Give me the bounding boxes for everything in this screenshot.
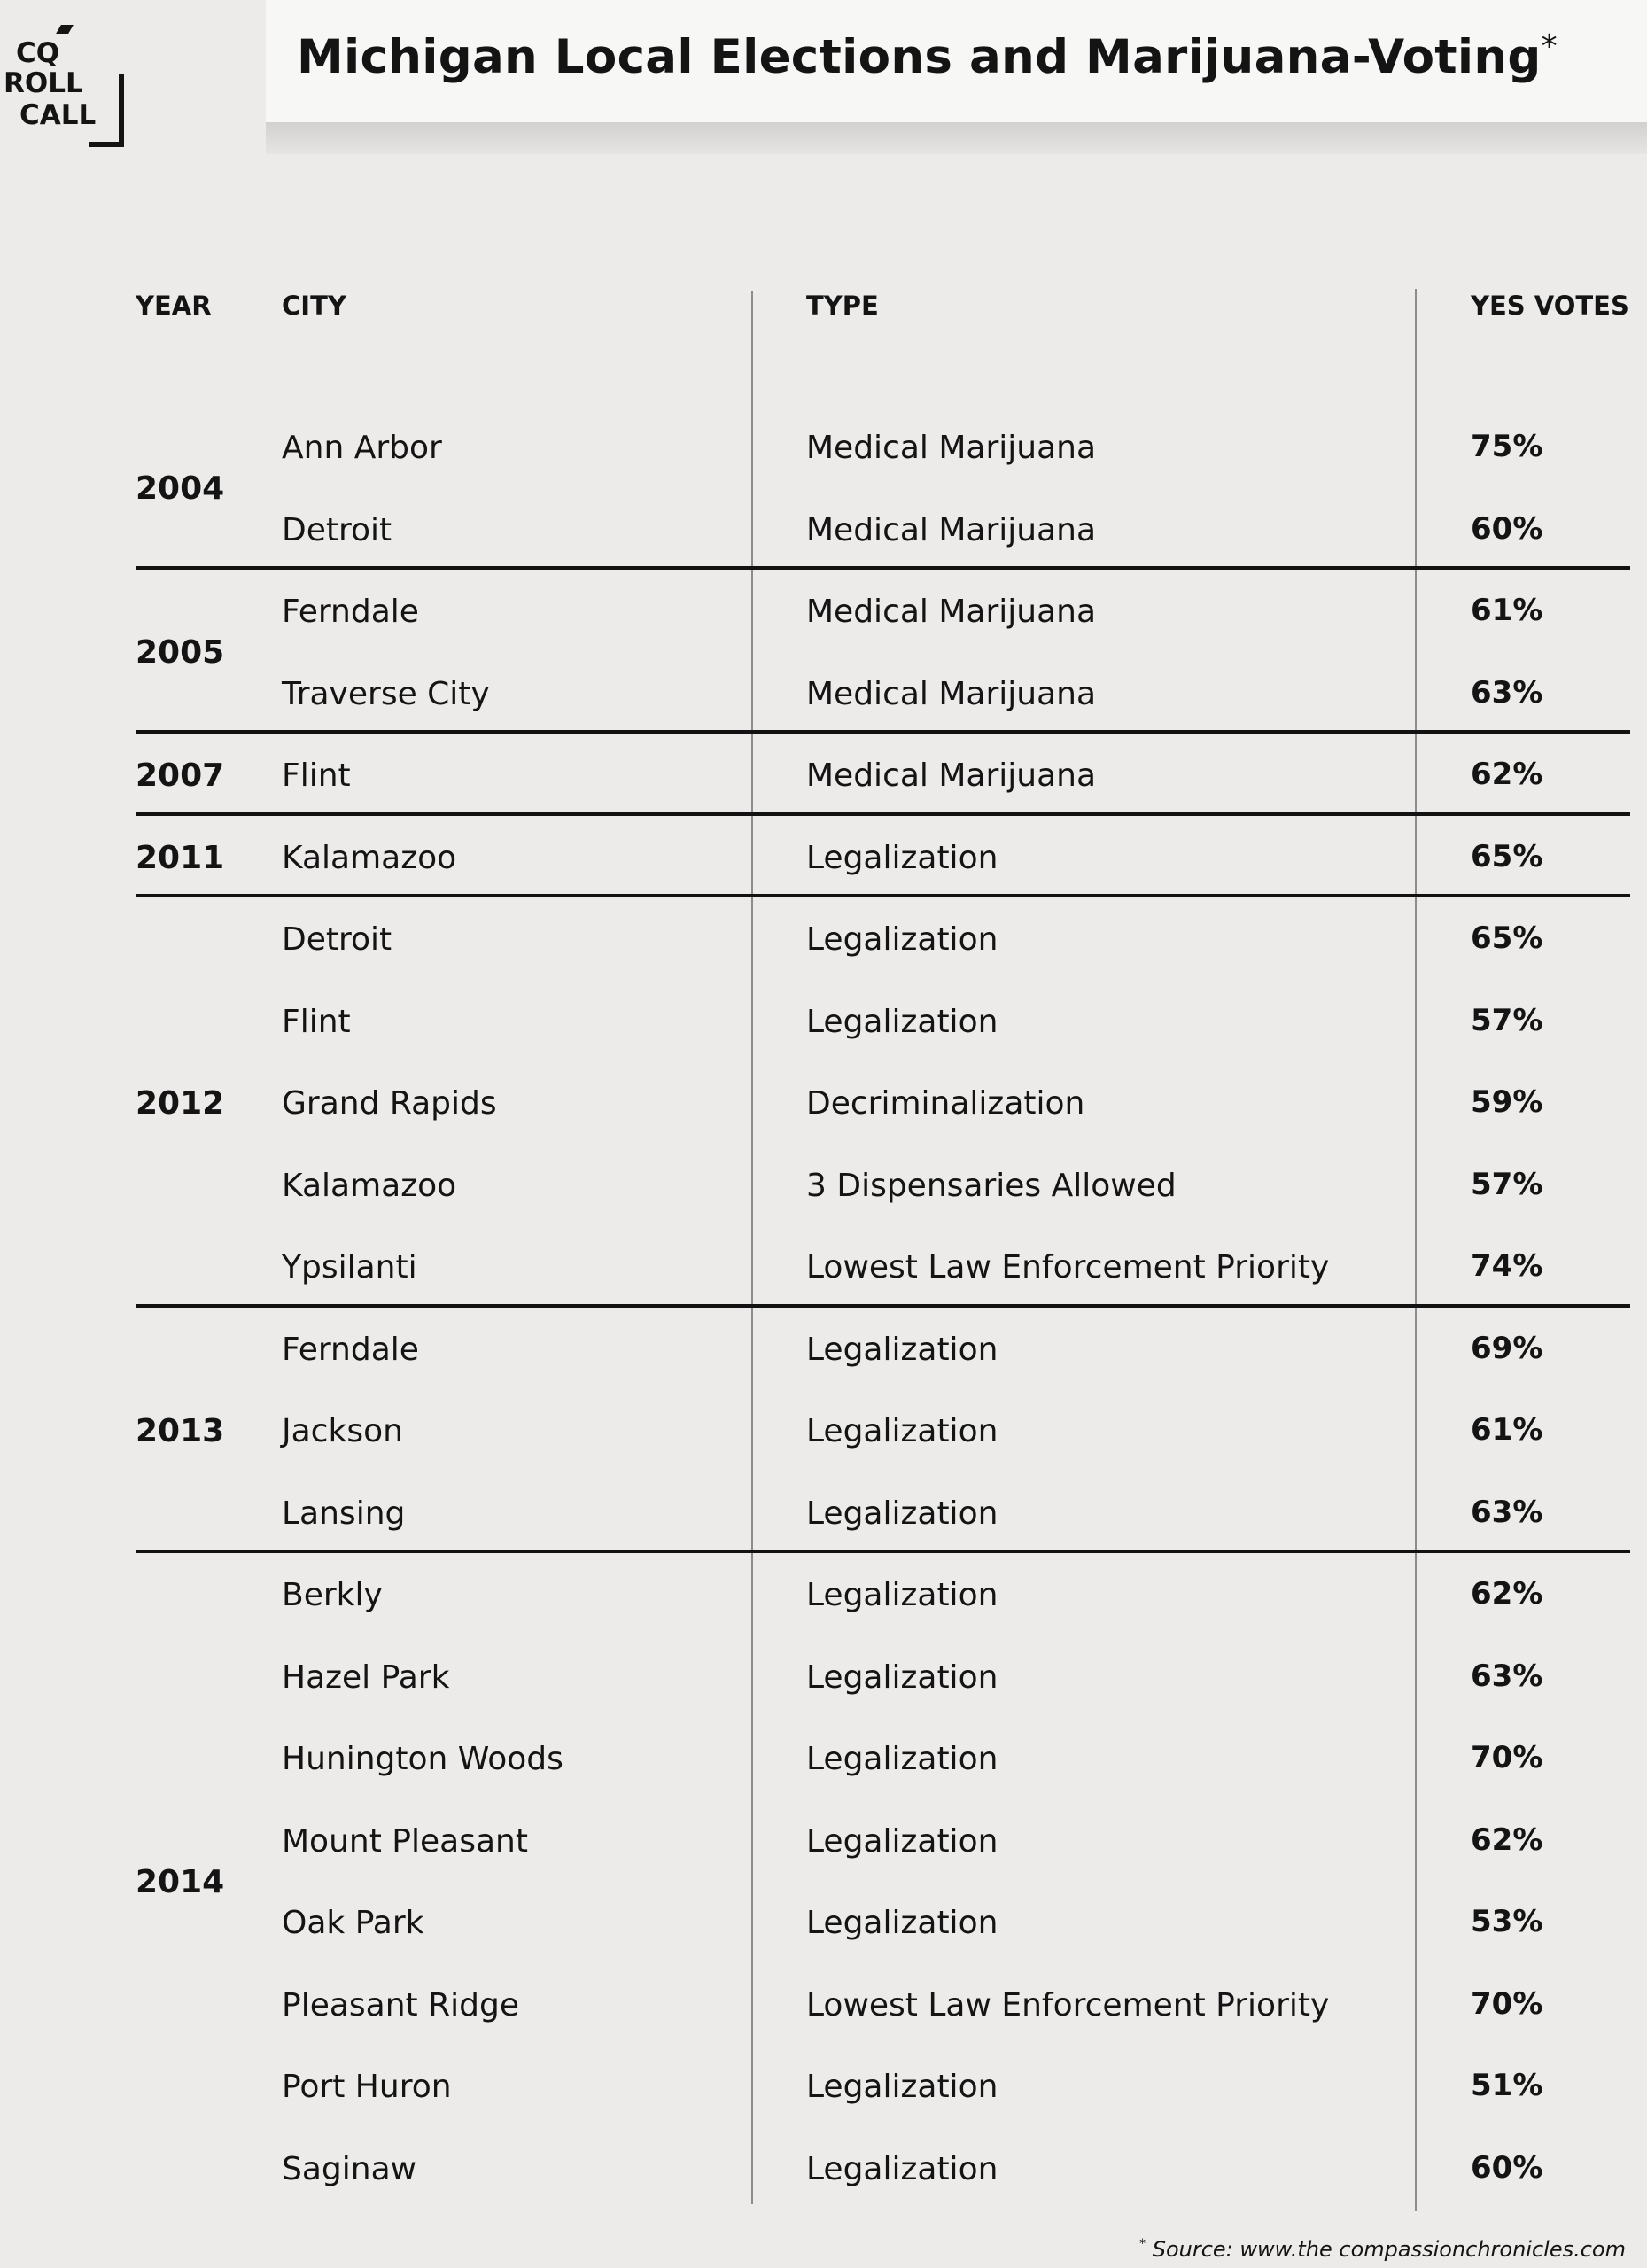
- city-cell: Grand Rapids: [282, 1085, 497, 1122]
- type-cell: Decriminalization: [806, 1085, 1085, 1122]
- logo-line-2: ROLL: [4, 67, 83, 99]
- type-cell: Lowest Law Enforcement Priority: [806, 1987, 1330, 2023]
- city-cell: Jackson: [282, 1413, 403, 1449]
- yes-votes-cell: 69%: [1471, 1331, 1543, 1366]
- yes-votes-cell: 62%: [1471, 1576, 1543, 1612]
- page-title-text: Michigan Local Elections and Marijuana-Voting: [297, 30, 1542, 84]
- yes-votes-cell: 74%: [1471, 1248, 1543, 1284]
- yes-votes-cell: 61%: [1471, 1412, 1543, 1448]
- logo-line-1: CQ: [16, 37, 60, 69]
- paper-fold-band: [266, 122, 1647, 154]
- header-year: YEAR: [136, 291, 212, 321]
- yes-votes-cell: 65%: [1471, 839, 1543, 874]
- type-cell: Legalization: [806, 2151, 998, 2187]
- yes-votes-cell: 70%: [1471, 1986, 1543, 2022]
- year-label: 2011: [136, 840, 225, 876]
- city-cell: Flint: [282, 1004, 351, 1040]
- source-footnote: [1139, 2231, 1626, 2263]
- year-label: 2004: [136, 470, 225, 507]
- type-cell: Medical Marijuana: [806, 512, 1097, 548]
- year-label: 2005: [136, 634, 225, 671]
- yes-votes-cell: 60%: [1471, 2150, 1543, 2186]
- yes-votes-cell: 61%: [1471, 593, 1543, 628]
- city-cell: Kalamazoo: [282, 1168, 457, 1204]
- type-cell: Legalization: [806, 1659, 998, 1696]
- column-divider-city-type: [751, 291, 753, 2204]
- cq-roll-call-logo: [0, 16, 133, 144]
- city-cell: Flint: [282, 757, 351, 794]
- logo-line-3: CALL: [19, 99, 97, 131]
- type-cell: Legalization: [806, 921, 998, 958]
- group-separator: [136, 894, 1630, 897]
- yes-votes-cell: 63%: [1471, 675, 1543, 711]
- city-cell: Hunington Woods: [282, 1741, 563, 1777]
- group-separator: [136, 566, 1630, 570]
- city-cell: Saginaw: [282, 2151, 417, 2187]
- type-cell: Medical Marijuana: [806, 757, 1097, 794]
- city-cell: Detroit: [282, 512, 392, 548]
- city-cell: Ferndale: [282, 594, 419, 630]
- yes-votes-cell: 63%: [1471, 1658, 1543, 1694]
- type-cell: Legalization: [806, 1905, 998, 1941]
- type-cell: Legalization: [806, 1004, 998, 1040]
- header-city: CITY: [282, 291, 346, 321]
- logo-bracket-foot: [89, 142, 124, 147]
- type-cell: Legalization: [806, 840, 998, 876]
- city-cell: Detroit: [282, 921, 392, 958]
- city-cell: Traverse City: [282, 676, 490, 712]
- type-cell: 3 Dispensaries Allowed: [806, 1168, 1177, 1204]
- group-separator: [136, 730, 1630, 734]
- yes-votes-cell: 75%: [1471, 429, 1543, 464]
- city-cell: Berkly: [282, 1577, 383, 1613]
- year-label: 2007: [136, 757, 225, 794]
- type-cell: Legalization: [806, 2069, 998, 2105]
- yes-votes-cell: 70%: [1471, 1740, 1543, 1775]
- footnote-text: Source: www.the compassionchronicles.com: [1152, 2237, 1626, 2262]
- city-cell: Ann Arbor: [282, 430, 442, 466]
- yes-votes-cell: 57%: [1471, 1003, 1543, 1038]
- header-yes-votes: YES VOTES: [1471, 291, 1629, 321]
- page-title: [297, 16, 1558, 89]
- city-cell: Hazel Park: [282, 1659, 450, 1696]
- group-separator: [136, 1550, 1630, 1553]
- city-cell: Port Huron: [282, 2069, 452, 2105]
- type-cell: Lowest Law Enforcement Priority: [806, 1249, 1330, 1285]
- yes-votes-cell: 57%: [1471, 1167, 1543, 1202]
- yes-votes-cell: 51%: [1471, 2068, 1543, 2103]
- type-cell: Medical Marijuana: [806, 594, 1097, 630]
- logo-mark: [56, 25, 74, 34]
- group-separator: [136, 1304, 1630, 1308]
- yes-votes-cell: 62%: [1471, 1822, 1543, 1858]
- type-cell: Legalization: [806, 1577, 998, 1613]
- city-cell: Ypsilanti: [282, 1249, 417, 1285]
- year-label: 2012: [136, 1085, 225, 1122]
- header-type: TYPE: [806, 291, 879, 321]
- title-footnote-mark: *: [1541, 28, 1558, 65]
- footnote-mark: *: [1139, 2237, 1146, 2251]
- year-label: 2014: [136, 1864, 225, 1900]
- year-label: 2013: [136, 1413, 225, 1449]
- type-cell: Legalization: [806, 1823, 998, 1860]
- column-divider-type-yes: [1415, 289, 1417, 2211]
- city-cell: Lansing: [282, 1495, 406, 1532]
- yes-votes-cell: 59%: [1471, 1084, 1543, 1120]
- city-cell: Ferndale: [282, 1332, 419, 1368]
- city-cell: Kalamazoo: [282, 840, 457, 876]
- type-cell: Legalization: [806, 1332, 998, 1368]
- type-cell: Medical Marijuana: [806, 676, 1097, 712]
- yes-votes-cell: 62%: [1471, 757, 1543, 792]
- yes-votes-cell: 65%: [1471, 920, 1543, 956]
- type-cell: Legalization: [806, 1495, 998, 1532]
- city-cell: Pleasant Ridge: [282, 1987, 519, 2023]
- city-cell: Oak Park: [282, 1905, 424, 1941]
- yes-votes-cell: 63%: [1471, 1495, 1543, 1530]
- logo-bracket: [119, 74, 124, 147]
- yes-votes-cell: 60%: [1471, 511, 1543, 547]
- city-cell: Mount Pleasant: [282, 1823, 528, 1860]
- type-cell: Medical Marijuana: [806, 430, 1097, 466]
- type-cell: Legalization: [806, 1741, 998, 1777]
- type-cell: Legalization: [806, 1413, 998, 1449]
- yes-votes-cell: 53%: [1471, 1904, 1543, 1939]
- group-separator: [136, 812, 1630, 816]
